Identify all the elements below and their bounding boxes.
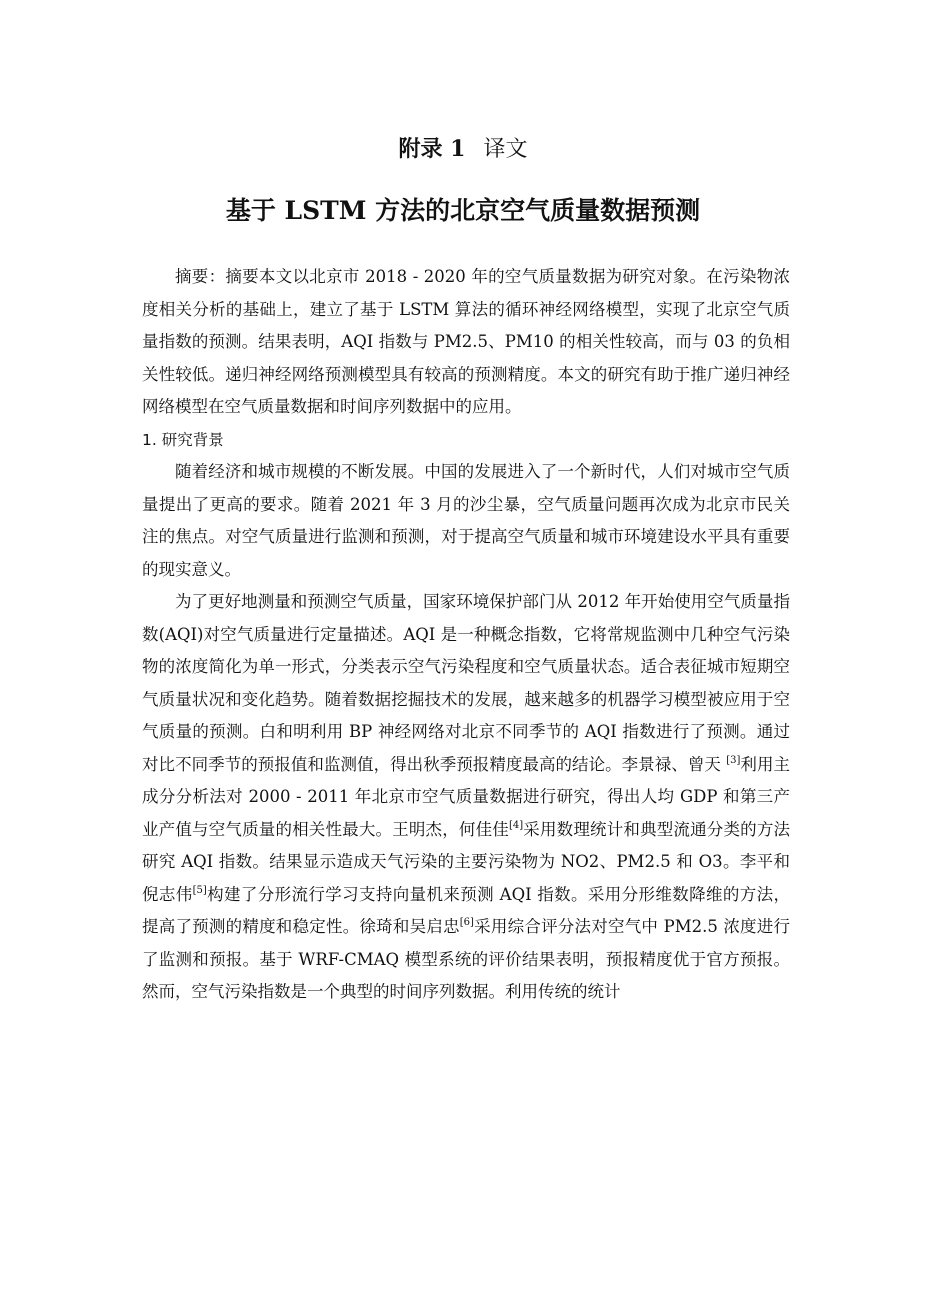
background-paragraph-2 [142,586,790,1009]
section-heading: 1. 研究背景 [142,430,224,449]
paragraph-segment: 采用综合评分法对空气中 PM2.5 浓度进行了监测和预报。基于 WRF-CMAQ 模型系统的评价结果表明，预报精度优于官方预报。然而，空气污染指数是一个典型的时间序列数据。利用传统的统计 [142,917,791,1001]
body-text [142,261,790,1009]
appendix-heading [0,133,926,166]
appendix-label: 附录 1 [398,136,466,162]
citation-ref-3: [3] [726,754,741,766]
paragraph-segment: 为了更好地测量和预测空气质量，国家环境保护部门从 2012 年开始使用空气质量指数(AQI)对空气质量进行定量描述。AQI 是一种概念指数，它将常规监测中几种空气污染物的浓度简化为单一形式，分类表示空气污染程度和空气质量状态。适合表征城市短期空气质量状况和变化趋势。随着数据挖掘技术的发展，越来越多的机器学习模型被应用于空气质量的预测。白和明利用 BP 神经网络对北京不同季节的 AQI 指数进行了预测。通过对比不同季节的预报值和监测值，得出秋季预报精度最高的结论。李景禄、曾天 [142,592,790,774]
citation-ref-4: [4] [508,819,524,831]
appendix-subtitle: 译文 [483,137,528,162]
background-paragraph-1: 随着经济和城市规模的不断发展。中国的发展进入了一个新时代，人们对城市空气质量提出了更高的要求。随着 2021 年 3 月的沙尘暴，空气质量问题再次成为北京市民关注的焦点。对空气质量进行监测和预测，对于提高空气质量和城市环境建设水平具有重要的现实意义。 [142,462,790,579]
paragraph-segment: 采用数理统计和典型流通分类的方法研究 AQI 指数。结果显示造成天气污染的主要污染物为 NO2、PM2.5 和 O3。李平和倪志伟 [142,819,790,904]
paragraph-segment: 利用主成分分析法对 2000 - 2011 年北京市空气质量数据进行研究，得出人均 GDP 和第三产业产值与空气质量的相关性最大。王明杰，何佳佳 [142,754,790,839]
abstract-paragraph: 摘要：摘要本文以北京市 2018 - 2020 年的空气质量数据为研究对象。在污染物浓度相关分析的基础上，建立了基于 LSTM 算法的循环神经网络模型，实现了北京空气质量指数的预测。结果表明，AQI 指数与 PM2.5、PM10 的相关性较高，而与 03 的负相关性较低。递归神经网络预测模型具有较高的预测精度。本文的研究有助于推广递归神经网络模型在空气质量数据和时间序列数据中的应用。 [142,267,790,416]
paper-title: 基于 LSTM 方法的北京空气质量数据预测 [225,196,701,225]
citation-ref-5: [5] [192,884,207,896]
paragraph-segment: 构建了分形流行学习支持向量机来预测 AQI 指数。采用分形维数降维的方法，提高了预测的精度和稳定性。徐琦和吴启忠 [142,884,790,936]
citation-ref-6: [6] [459,917,474,928]
